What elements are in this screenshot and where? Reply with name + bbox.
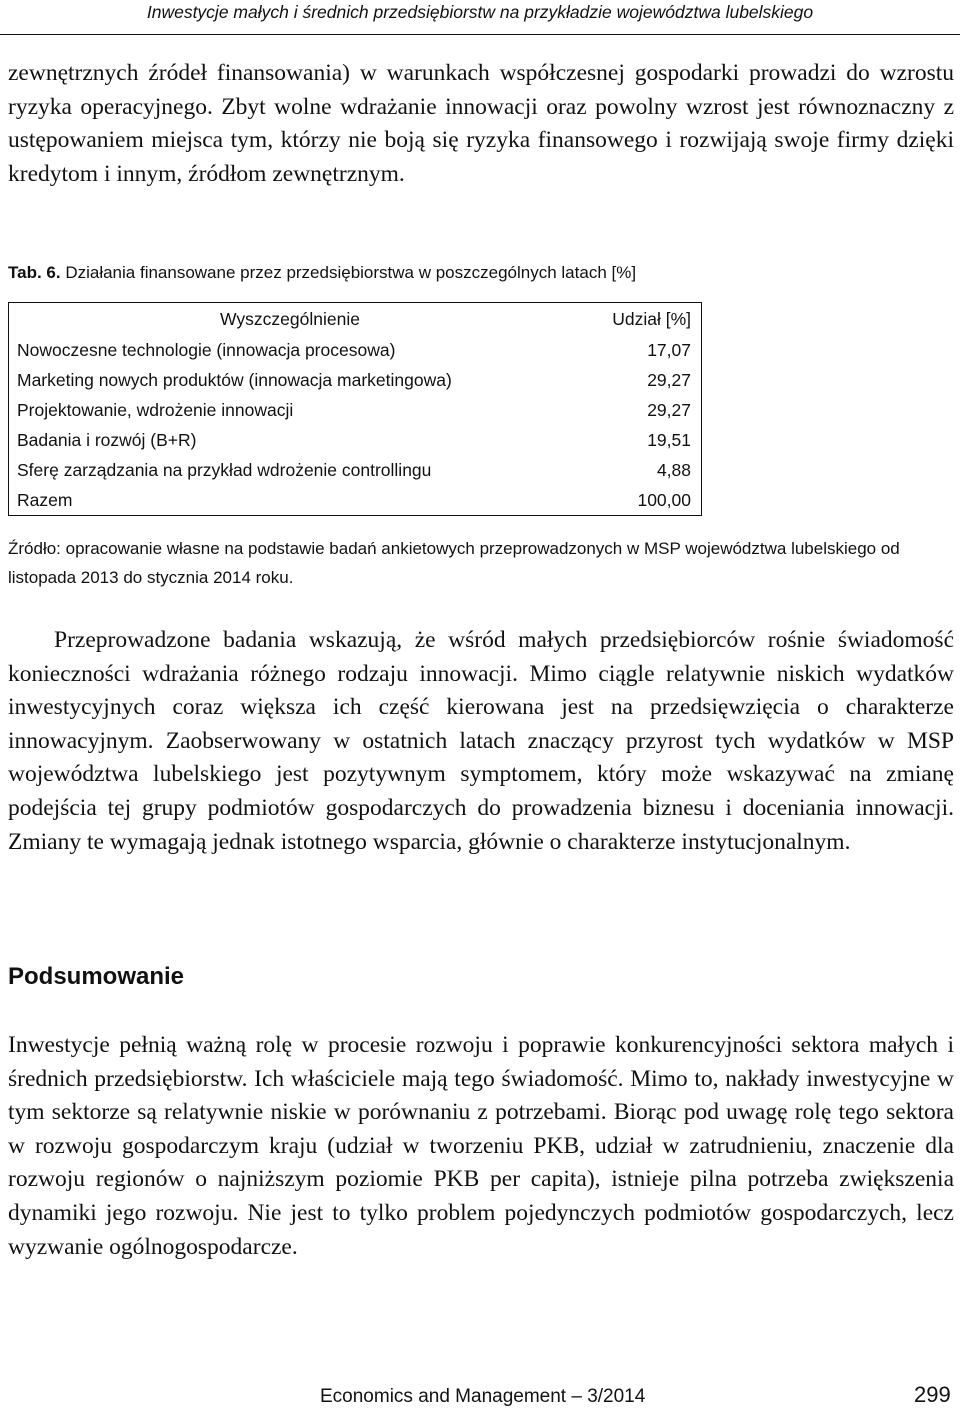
table-row-total bbox=[9, 485, 702, 516]
table-header-cell: Udział [%] bbox=[612, 308, 691, 329]
table-cell-value: 17,07 bbox=[647, 339, 691, 360]
body-paragraph-2: Przeprowadzone badania wskazują, że wśród małych przedsiębiorców rośnie świadomość konieczności wdrażania różnego rodzaju innowacji. Mimo ciągle relatywnie niskich wydatków inwestycyjnych coraz większa ich część kierowana jest na przedsięwzięcia o charakterze innowacyjnym. Zaobserwowany w ostatnich latach znaczący przyrost tych wydatków w MSP województwa lubelskiego jest pozytywnym symptomem, który może wskazywać na zmianę podejścia tej grupy podmiotów gospodarczych do prowadzenia biznesu i doceniania innowacji. Zmiany te wymagają jednak istotnego wsparcia, głównie o charakterze instytucjonalnym. bbox=[8, 627, 954, 855]
table-cell-label: Marketing nowych produktów (innowacja marketingowa) bbox=[17, 369, 452, 390]
body-paragraph-1: zewnętrznych źródeł finansowania) w warunkach współczesnej gospodarki prowadzi do wzrostu ryzyka operacyjnego. Zbyt wolne wdrażanie innowacji oraz powolny wzrost jest równoznaczny z ustępowaniem miejsca tym, którzy nie boją się ryzyka finansowego i rozwijają swoje firmy dzięki kredytom i innym, źródłom zewnętrznym. bbox=[8, 60, 954, 187]
table-cell-label: Projektowanie, wdrożenie innowacji bbox=[17, 399, 294, 420]
table-header-cell: Wyszczególnienie bbox=[220, 308, 360, 329]
footer-journal-title: Economics and Management – 3/2014 bbox=[320, 1386, 646, 1407]
running-header: Inwestycje małych i średnich przedsiębiorstw na przykładzie województwa lubelskiego bbox=[146, 2, 814, 22]
section-heading: Podsumowanie bbox=[8, 963, 185, 990]
table-row bbox=[9, 365, 702, 395]
table-source-note: Źródło: opracowanie własne na podstawie badań ankietowych przeprowadzonych w MSP województwa lubelskiego od listopada 2013 do stycznia 2014 roku. bbox=[8, 539, 900, 587]
table-cell-value: 29,27 bbox=[647, 399, 691, 420]
table-row bbox=[9, 395, 702, 425]
table-row bbox=[9, 335, 702, 365]
table-cell-label: Sferę zarządzania na przykład wdrożenie controllingu bbox=[17, 459, 432, 480]
table-cell-label: Badania i rozwój (B+R) bbox=[17, 429, 197, 450]
body-paragraph-3: Inwestycje pełnią ważną rolę w procesie rozwoju i poprawie konkurencyjności sektora małych i średnich przedsiębiorstw. Ich właściciele mają tego świadomość. Mimo to, nakłady inwestycyjne w tym sektorze są relatywnie niskie w porównaniu z potrzebami. Biorąc pod uwagę rolę tego sektora w rozwoju gospodarczym kraju (udział w tworzeniu PKB, udział w zatrudnieniu, znaczenie dla rozwoju regionów o najniższym poziomie PKB per capita), istnieje pilna potrzeba zwiększenia dynamiki jego rozwoju. Nie jest to tylko problem pojedynczych podmiotów gospodarczych, lecz wyzwanie ogólnogospodarcze. bbox=[8, 1032, 954, 1260]
footer-page-number: 299 bbox=[914, 1382, 951, 1407]
header-divider bbox=[0, 34, 960, 35]
data-table bbox=[8, 302, 702, 516]
table-cell-value: 100,00 bbox=[637, 489, 691, 510]
table-row bbox=[9, 455, 702, 485]
table-caption-label: Tab. 6. bbox=[8, 263, 61, 282]
table-cell-label: Razem bbox=[17, 489, 73, 510]
table-cell-label: Nowoczesne technologie (innowacja procesowa) bbox=[17, 339, 396, 360]
table-cell-value: 29,27 bbox=[647, 369, 691, 390]
table-caption-text: Działania finansowane przez przedsiębiorstwa w poszczególnych latach [%] bbox=[60, 263, 637, 282]
table-caption bbox=[8, 259, 954, 287]
table-cell-value: 19,51 bbox=[647, 429, 691, 450]
table-header-row bbox=[9, 303, 702, 336]
table-row bbox=[9, 425, 702, 455]
table-cell-value: 4,88 bbox=[656, 459, 691, 480]
